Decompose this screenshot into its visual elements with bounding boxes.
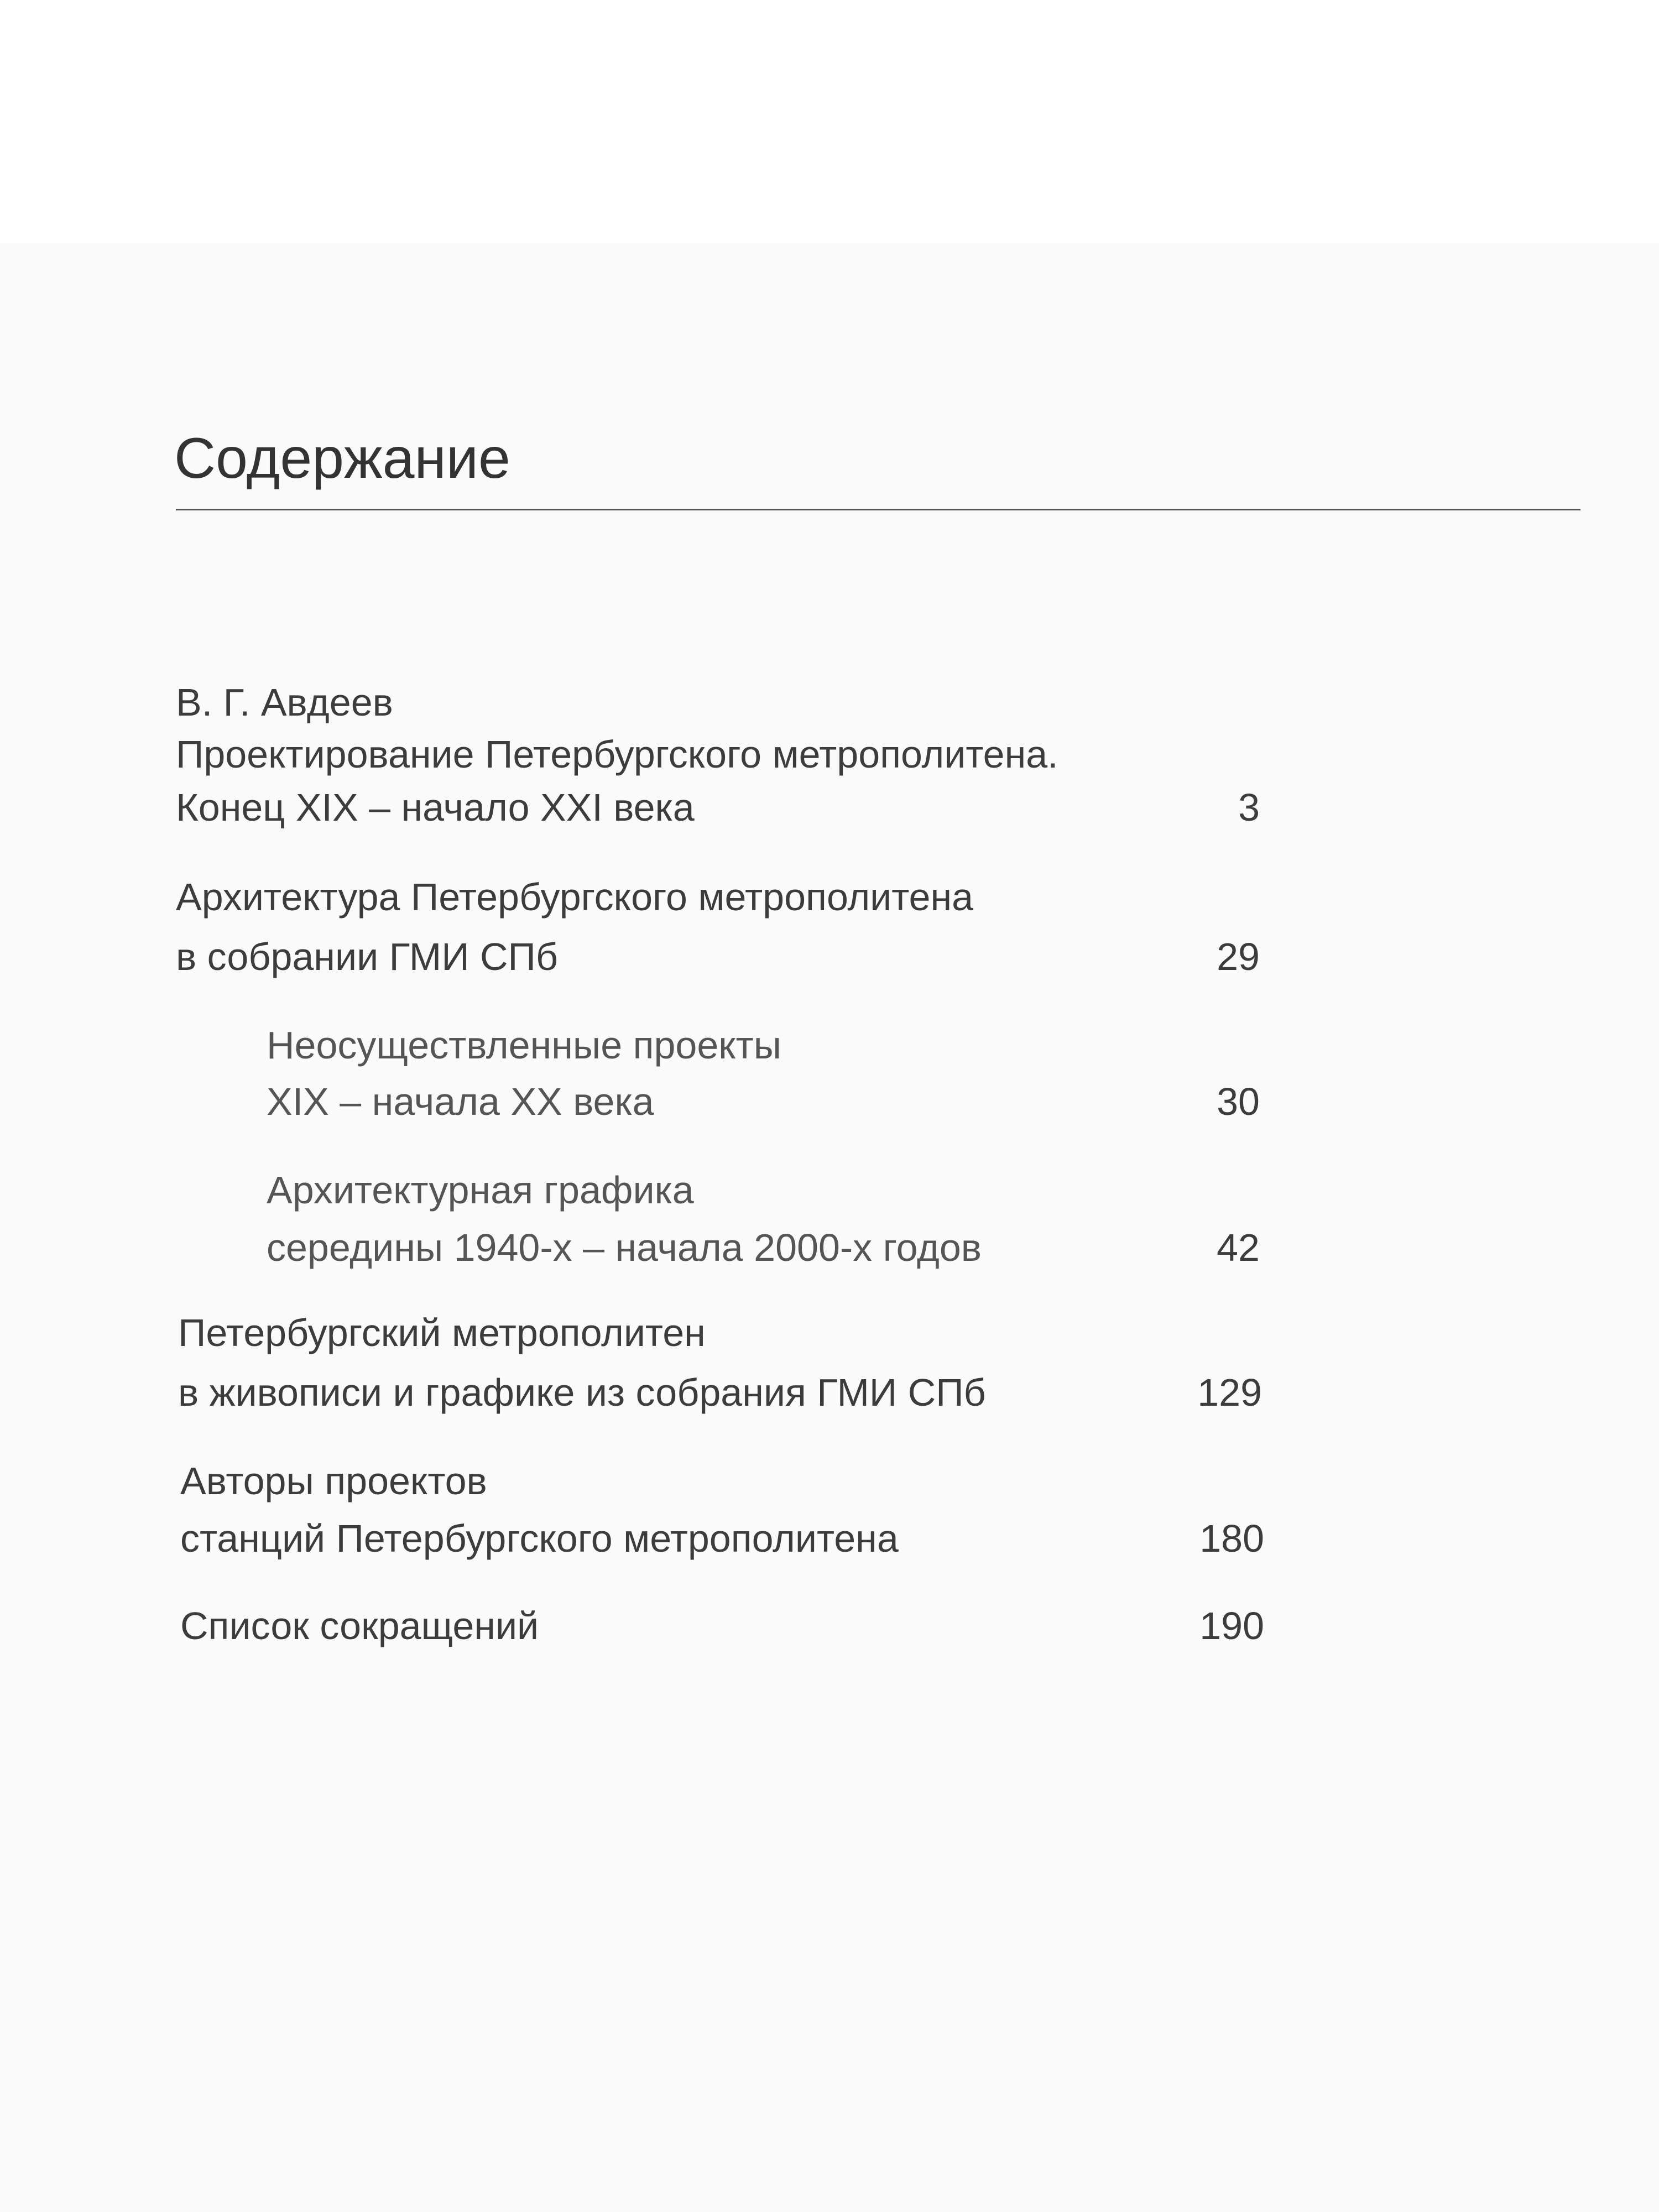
toc-entry-title-line: Петербургский метрополитен (178, 1311, 706, 1354)
toc-page-number: 3 (1238, 786, 1260, 829)
toc-page-number: 30 (1217, 1080, 1260, 1123)
toc-entry-title-line: Авторы проектов (180, 1459, 487, 1503)
toc-page-number: 29 (1217, 935, 1260, 978)
toc-page-number: 129 (1197, 1371, 1262, 1414)
toc-page-number: 42 (1217, 1226, 1260, 1269)
toc-entry-title-line: в собрании ГМИ СПб (176, 935, 558, 978)
toc-entry-title-line: Конец XIX – начало XXI века (176, 786, 695, 829)
title-divider (176, 509, 1580, 510)
toc-entry-title-line: станций Петербургского метрополитена (180, 1517, 899, 1560)
toc-entry-author: В. Г. Авдеев (176, 681, 393, 724)
toc-page-number: 180 (1199, 1517, 1264, 1560)
page-title: Содержание (174, 426, 510, 491)
toc-entry-title-line: середины 1940-х – начала 2000-х годов (267, 1226, 982, 1269)
toc-entry-title-line: Список сокращений (180, 1604, 539, 1647)
toc-entry-title-line: Проектирование Петербургского метрополитена. (176, 733, 1058, 776)
toc-entry-title-line: XIX – начала XX века (267, 1080, 654, 1123)
toc-entry-title-line: Архитектурная графика (267, 1168, 694, 1212)
toc-entry-title-line: в живописи и графике из собрания ГМИ СПб (178, 1371, 986, 1414)
toc-entry-title-line: Архитектура Петербургского метрополитена (176, 875, 974, 919)
page-top-margin (0, 0, 1659, 243)
toc-entry-title-line: Неосуществленные проекты (267, 1024, 782, 1067)
toc-page-number: 190 (1199, 1604, 1264, 1647)
